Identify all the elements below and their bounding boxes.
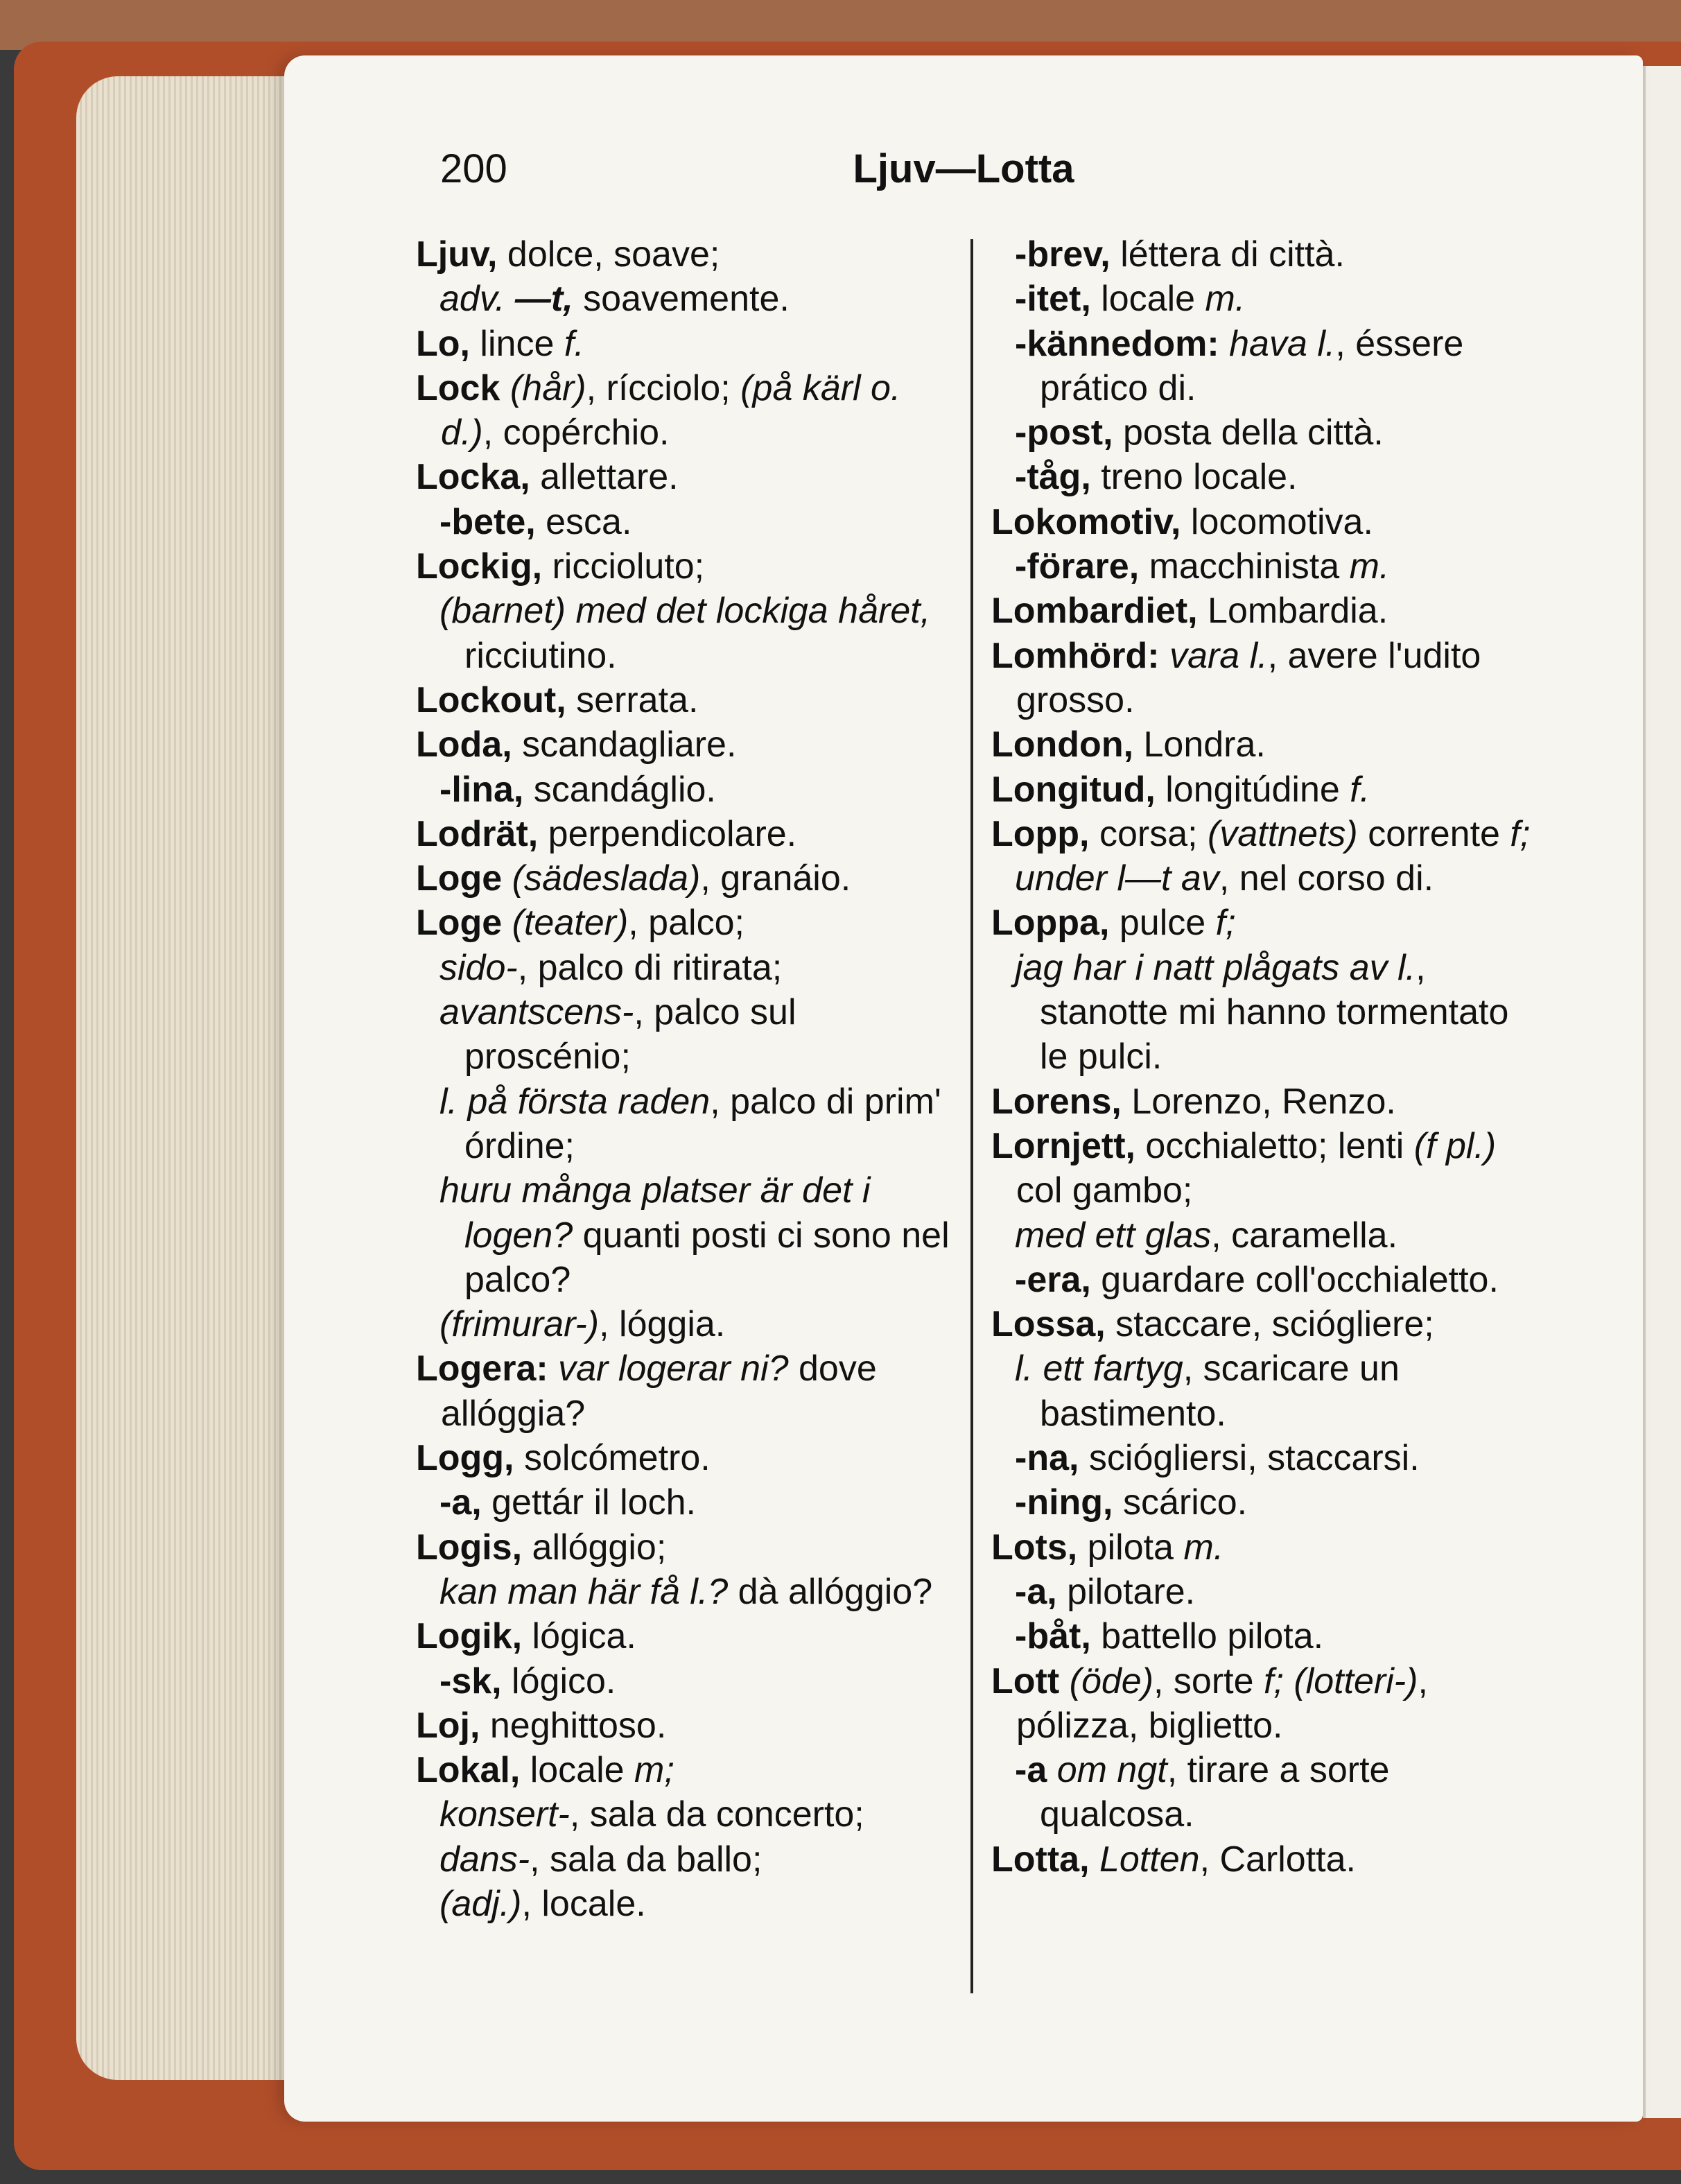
translation [505,279,514,319]
translation: scárico. [1113,1482,1248,1523]
dictionary-entry [416,856,957,901]
translation: soavemente. [573,279,790,320]
headword: Lotta, [991,1839,1090,1880]
translation: Lorenzo, Renzo. [1121,1081,1396,1122]
dictionary-subentry [991,1213,1532,1258]
dictionary-subentry [416,1168,957,1302]
running-head: Ljuv—Lotta [853,146,1074,191]
translation: , sala da ballo; [530,1839,763,1880]
translation: , granáio. [700,858,851,899]
headword: -förare, [1015,546,1140,587]
translation [1047,1750,1056,1790]
headword: Loda, [416,725,512,765]
phrase: konsert- [439,1794,570,1835]
phrase: (teater) [512,903,629,944]
translation [548,1349,558,1389]
phrase: m. [1205,279,1246,320]
phrase: adv. [439,279,505,320]
translation [500,368,509,408]
translation: , tirare a sorte qualcosa. [1040,1750,1390,1835]
translation: allettare. [530,457,679,498]
dictionary-subentry [416,946,957,990]
translation: lince [469,323,564,364]
translation: , copérchio. [482,413,670,453]
translation: , nel corso di. [1219,858,1434,899]
translation: lógico. [501,1661,616,1701]
dictionary-subentry [416,1882,957,1926]
translation: , locale. [521,1883,646,1924]
headword: Logis, [416,1527,523,1568]
dictionary-subentry [991,455,1532,499]
translation: dolce, soave; [497,234,720,275]
phrase: (hår) [509,367,586,408]
headword: Lots, [991,1527,1078,1568]
headword: Lokal, [416,1750,521,1791]
headword: -tåg, [1015,457,1091,498]
translation: longitúdine [1155,769,1350,810]
translation: , caramella. [1211,1215,1398,1256]
phrase: med ett glas [1015,1215,1212,1256]
dictionary-subentry [991,322,1532,411]
dictionary-entry [416,1748,957,1792]
headword: -era, [1015,1259,1091,1300]
translation: staccare, sciógliere; [1105,1304,1434,1345]
headword: Lo, [416,323,470,364]
dictionary-entry [416,232,957,277]
dictionary-subentry [991,1346,1532,1436]
dictionary-entry [991,589,1532,633]
dictionary-subentry [991,232,1532,277]
headword: —t, [514,279,573,320]
dictionary-entry [991,500,1532,544]
phrase: f; (lotteri-) [1263,1661,1418,1701]
dictionary-subentry [991,1614,1532,1658]
phrase: (öde) [1069,1661,1154,1701]
translation: , sorte [1153,1661,1264,1701]
dictionary-subentry [416,589,957,678]
translation: pulce [1109,903,1216,944]
dictionary-entry [416,901,957,945]
dictionary-entry [416,366,957,456]
dictionary-subentry [991,544,1532,589]
dictionary-subentry [991,1748,1532,1837]
headword: -lina, [439,769,524,810]
headword: Lornjett, [991,1125,1135,1166]
phrase: dans- [439,1839,530,1880]
translation: , scaricare un bastimento. [1040,1349,1400,1434]
translation: treno locale. [1090,457,1298,498]
phrase: (f pl.) [1413,1125,1497,1166]
headword: -a [1015,1750,1047,1791]
page-header [284,146,1643,201]
translation: , palco sul proscénio; [464,992,796,1077]
dictionary-entry [416,1614,957,1658]
headword: Loge [416,903,503,944]
translation: locomotiva. [1181,501,1373,542]
translation: léttera di città. [1110,234,1345,275]
headword: Locka, [416,457,530,498]
translation [502,903,512,943]
phrase: l. ett fartyg [1015,1349,1183,1389]
phrase: (adj.) [439,1883,522,1924]
translation: perpendicolare. [538,813,797,854]
translation: , stanotte mi hanno tormentato le pulci. [1040,947,1509,1077]
dictionary-entry [991,768,1532,812]
translation: guardare coll'occhialetto. [1090,1259,1499,1300]
dictionary-subentry [991,946,1532,1080]
translation: , Carlotta. [1199,1839,1356,1880]
translation: scandáglio. [523,769,716,810]
page-edges [76,76,305,2080]
dictionary-entry [416,1704,957,1748]
page-number: 200 [440,146,507,191]
headword: -sk, [439,1661,502,1701]
translation: scandagliare. [512,725,737,765]
phrase: (vattnets) [1208,813,1358,854]
dictionary-entry [991,812,1532,856]
headword: Loppa, [991,903,1110,944]
headword: Lockig, [416,546,543,587]
translation: ricciutino. [464,635,617,676]
translation: neghittoso. [480,1705,667,1746]
translation: quanti posti ci sono nel palco? [464,1215,950,1300]
headword: Lopp, [991,813,1090,854]
translation: , palco; [628,903,744,944]
left-column [416,232,957,1926]
headword: London, [991,725,1134,765]
dictionary-entry [416,812,957,856]
dictionary-subentry [991,1480,1532,1525]
column-divider [970,239,973,1993]
phrase: (frimurar-) [439,1304,600,1345]
translation: , palco di prim' órdine; [464,1081,941,1166]
dictionary-entry [991,1525,1532,1570]
dictionary-entry [991,722,1532,767]
dictionary-subentry [416,1570,957,1614]
phrase: huru många platser är det i logen? [439,1170,871,1256]
translation: Londra. [1133,725,1266,765]
headword: -brev, [1015,234,1110,275]
translation: , avere l'udito grosso. [1016,635,1481,720]
translation: , éssere prático di. [1040,323,1464,408]
headword: Longitud, [991,769,1156,810]
translation: , rícciolo; [586,367,741,408]
phrase: sido- [439,947,518,988]
translation: gettár il loch. [481,1482,696,1523]
dictionary-entry [416,1525,957,1570]
translation: lógica. [522,1616,636,1657]
dictionary-subentry [416,500,957,544]
dictionary-subentry [416,1302,957,1346]
headword: Lock [416,367,500,408]
phrase: m; [634,1750,674,1791]
dictionary-entry [991,1080,1532,1124]
phrase: f. [1350,769,1370,810]
translation: corrente [1357,813,1510,854]
dictionary-subentry [416,1792,957,1837]
translation: corsa; [1089,813,1208,854]
dictionary-entry [416,1436,957,1480]
translation: esca. [535,501,632,542]
translation: locale [520,1750,635,1791]
headword: Ljuv, [416,234,498,275]
headword: Logg, [416,1438,514,1479]
phrase: var logerar ni? [558,1349,789,1389]
translation: macchinista [1139,546,1350,587]
dictionary-subentry [416,1480,957,1525]
translation: , palco di ritirata; [517,947,783,988]
translation [502,858,512,899]
phrase: kan man här få l.? [439,1571,729,1612]
headword: -båt, [1015,1616,1091,1657]
phrase: l. på första raden [439,1081,711,1122]
translation: , pólizza, biglietto. [1016,1661,1428,1746]
phrase: m. [1183,1527,1224,1568]
dictionary-subentry [416,1837,957,1882]
headword: -a, [439,1482,482,1523]
phrase: avantscens- [439,992,634,1033]
dictionary-subentry [991,1570,1532,1614]
dictionary-subentry [991,277,1532,321]
translation: , lóggia. [599,1304,726,1345]
headword: -kännedom: [1015,323,1219,364]
headword: Logera: [416,1349,548,1389]
translation: sciógliersi, staccarsi. [1079,1438,1420,1479]
phrase: f; [1215,903,1236,944]
translation: riccioluto; [542,546,705,587]
phrase: hava l. [1229,323,1336,364]
dictionary-subentry [416,768,957,812]
dictionary-entry [416,455,957,499]
headword: -itet, [1015,279,1091,320]
headword: Loj, [416,1705,480,1746]
dictionary-entry [991,1124,1532,1213]
dictionary-entry [991,1659,1532,1749]
phrase: (barnet) med det lockiga håret, [439,591,931,632]
dictionary-entry [991,901,1532,945]
dictionary-entry [991,1837,1532,1882]
dictionary-entry [991,1302,1532,1346]
dictionary-entry [991,634,1532,723]
headword: Lodrät, [416,813,539,854]
headword: Lorens, [991,1081,1122,1122]
dictionary-subentry [991,1258,1532,1302]
headword: Loge [416,858,503,899]
dictionary-entry [416,1346,957,1436]
phrase: m. [1349,546,1390,587]
headword: Lossa, [991,1304,1106,1345]
dictionary-subentry [416,277,957,321]
headword: -na, [1015,1438,1079,1479]
phrase: jag har i natt plågats av l. [1015,947,1416,988]
headword: -bete, [439,501,536,542]
phrase: (på kärl o. d.) [441,367,901,453]
phrase: f. [564,323,584,364]
translation: battello pilota. [1090,1616,1324,1657]
translation: , sala da concerto; [569,1794,864,1835]
translation: posta della città. [1113,413,1384,453]
headword: -a, [1015,1571,1057,1612]
dictionary-subentry [416,1080,957,1169]
translation [1160,636,1169,676]
translation: occhialetto; lenti [1135,1125,1414,1166]
headword: Lomhörd: [991,635,1160,676]
headword: -ning, [1015,1482,1113,1523]
headword: Lombardiet, [991,591,1198,632]
translation: serrata. [566,679,699,720]
dictionary-subentry [991,856,1532,901]
phrase: om ngt [1056,1750,1167,1791]
phrase: f; [1510,813,1531,854]
phrase: (sädeslada) [512,858,701,899]
dictionary-subentry [991,410,1532,455]
translation: col gambo; [1016,1170,1193,1211]
headword: Lokomotiv, [991,501,1181,542]
dictionary-entry [416,722,957,767]
dictionary-entry [416,678,957,722]
translation: dà allóggio? [728,1571,933,1612]
right-column [991,232,1532,1882]
phrase: under l—t av [1015,858,1219,899]
translation: Lombardia. [1197,591,1388,632]
phrase: vara l. [1169,635,1268,676]
headword: Lott [991,1661,1060,1701]
dictionary-subentry [416,990,957,1080]
translation: pilota [1077,1527,1184,1568]
dictionary-entry [416,544,957,589]
translation: dove allóggia? [441,1349,877,1434]
dictionary-subentry [991,1436,1532,1480]
dictionary-page [284,55,1643,2122]
phrase: Lotten [1099,1839,1200,1880]
translation [1059,1661,1069,1701]
translation: solcómetro. [514,1438,711,1479]
translation [1090,1839,1099,1880]
translation [1219,324,1229,364]
translation: allóggio; [522,1527,667,1568]
headword: Lockout, [416,679,566,720]
dictionary-entry [416,322,957,366]
dictionary-subentry [416,1659,957,1704]
translation: locale [1090,279,1205,320]
headword: Logik, [416,1616,523,1657]
translation: pilotare. [1056,1571,1196,1612]
headword: -post, [1015,413,1113,453]
facing-page-edge [1643,66,1681,2118]
